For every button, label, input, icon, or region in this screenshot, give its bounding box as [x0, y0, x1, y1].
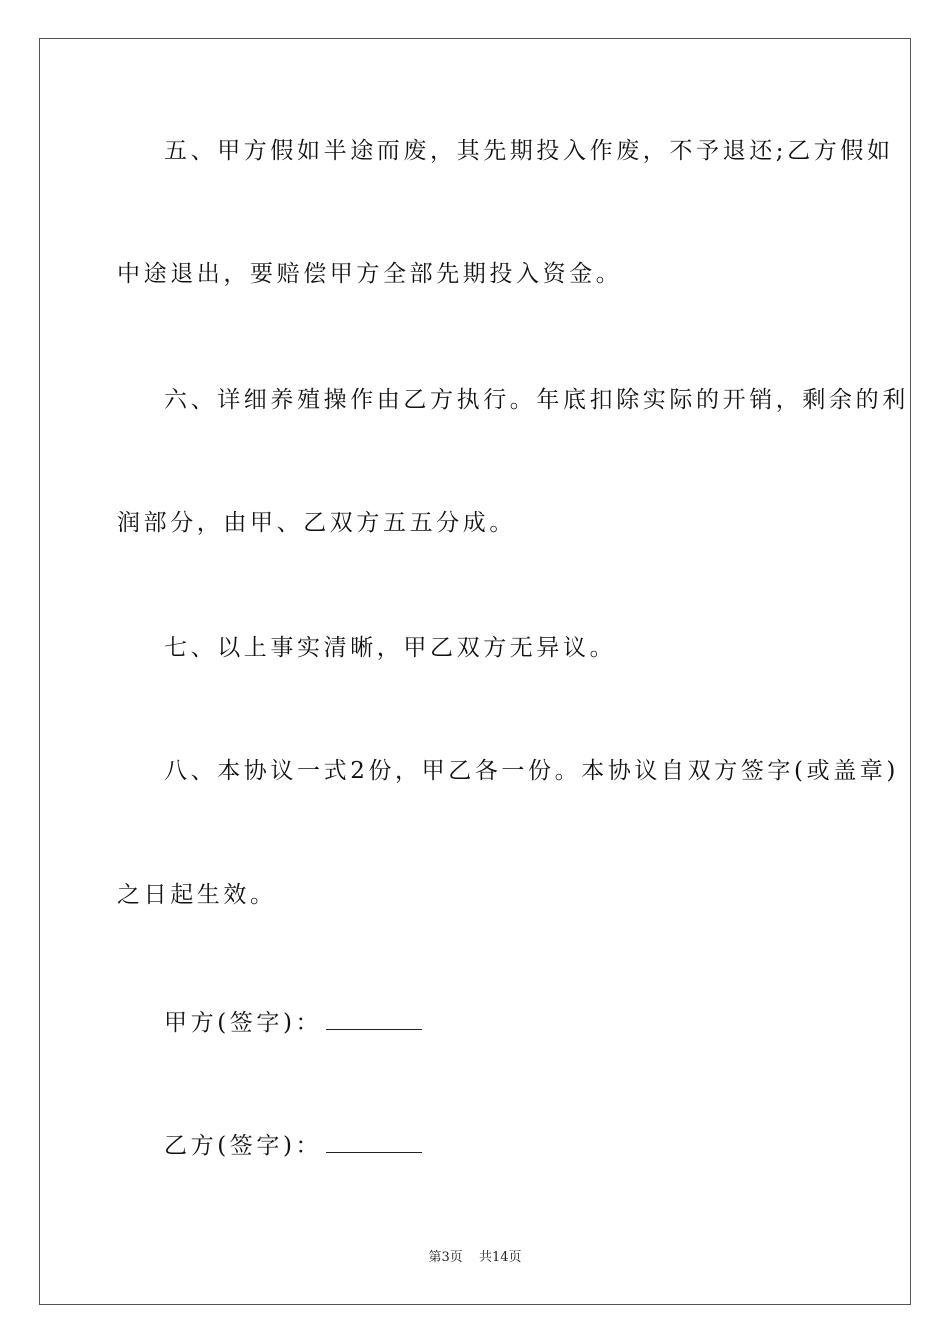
clause-5-line-1: 五、甲方假如半途而废，其先期投入作废，不予退还;乙方假如	[164, 138, 894, 164]
page-border	[39, 38, 911, 1305]
clause-8-line-1: 八、本协议一式2份，甲乙各一份。本协议自双方签字(或盖章)	[164, 758, 899, 784]
party-a-signature	[164, 1008, 884, 1038]
party-a-signature-label: 甲方(签字)：	[164, 1010, 323, 1036]
clause-7-line-1: 七、以上事实清晰，甲乙双方无异议。	[164, 635, 617, 661]
clause-5-line-2: 中途退出，要赔偿甲方全部先期投入资金。	[117, 261, 623, 287]
page-footer	[0, 1246, 950, 1265]
clause-6-line-2: 润部分，由甲、乙双方五五分成。	[117, 510, 516, 536]
party-b-signature-blank[interactable]	[326, 1134, 422, 1153]
page-number-total: 共14页	[478, 1250, 522, 1265]
party-b-signature	[164, 1131, 884, 1161]
clause-6-line-1: 六、详细养殖操作由乙方执行。年底扣除实际的开销，剩余的利	[164, 387, 909, 413]
page-number-current: 第3页	[428, 1250, 463, 1265]
clause-8-line-2: 之日起生效。	[117, 882, 277, 908]
party-a-signature-blank[interactable]	[326, 1011, 422, 1030]
party-b-signature-label: 乙方(签字)：	[164, 1133, 323, 1159]
